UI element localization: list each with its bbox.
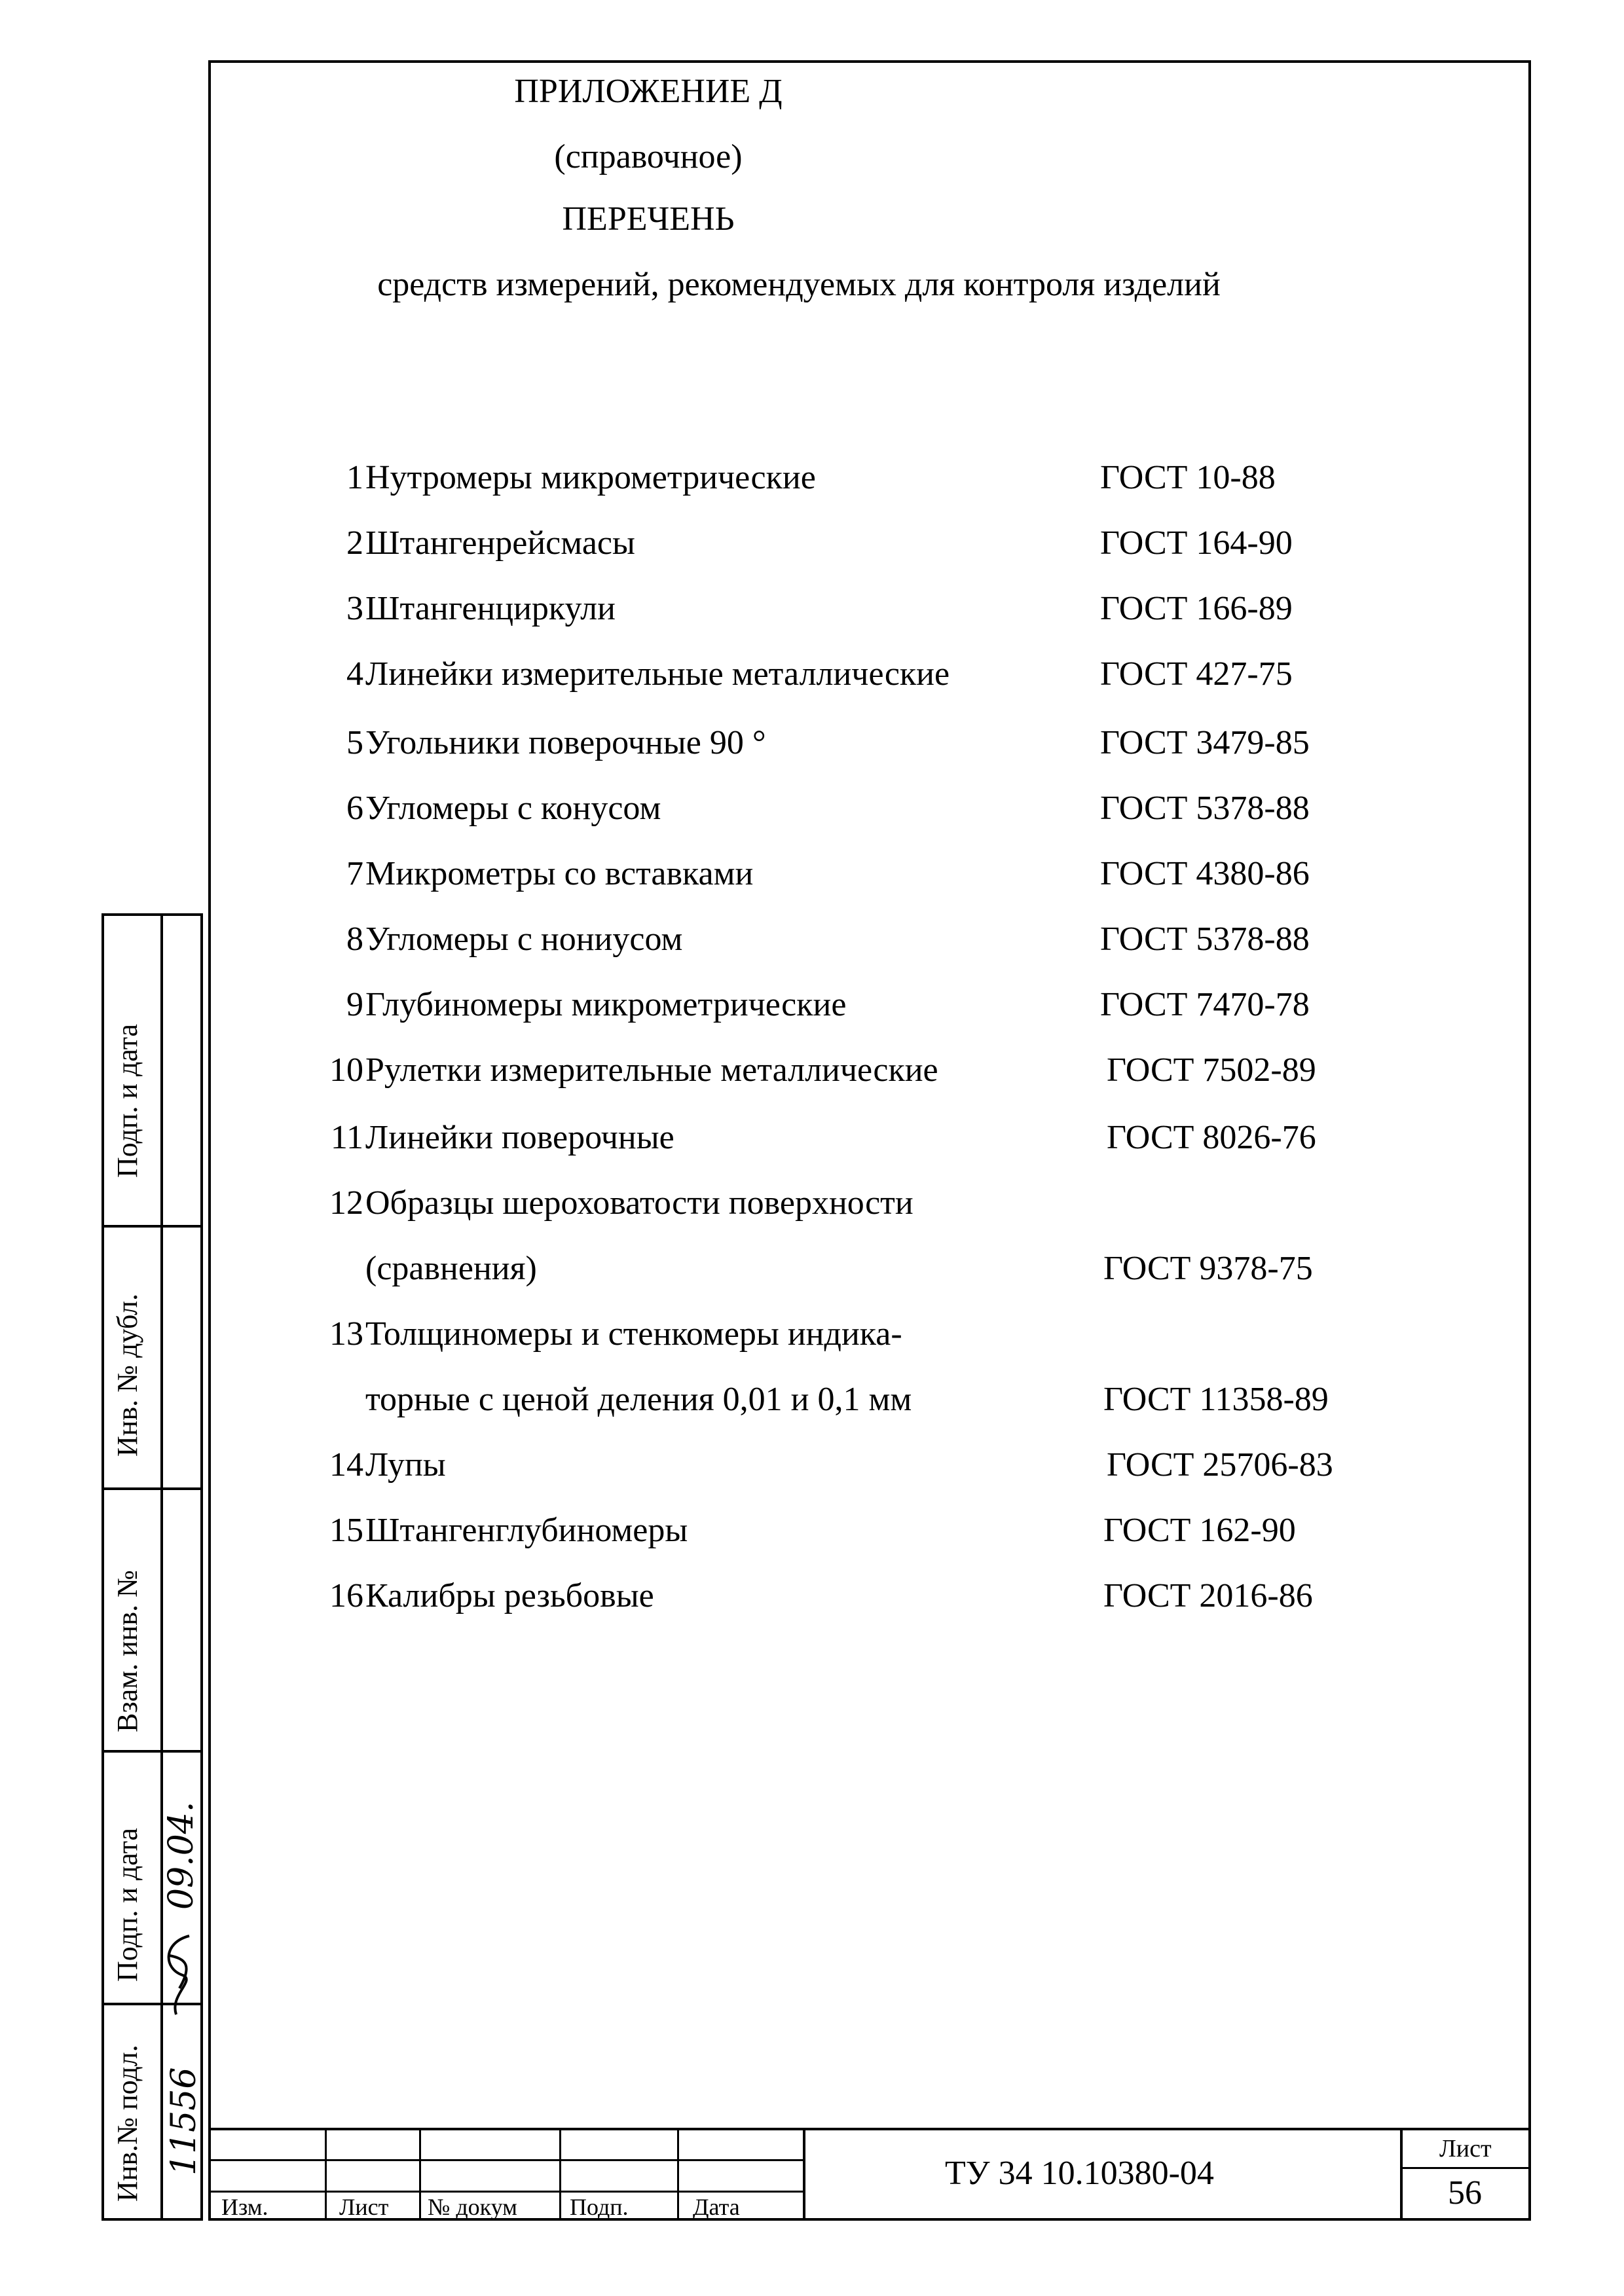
list-item-number: 16 <box>329 1577 363 1614</box>
list-item-number: 10 <box>329 1051 363 1089</box>
list-item-name: Линейки измерительные металлические <box>365 655 950 693</box>
list-item-name: Угломеры с конусом <box>365 790 661 827</box>
list-item-number: 9 <box>346 986 363 1023</box>
list-item-number: 12 <box>329 1184 363 1222</box>
list-item-gost: ГОСТ 8026-76 <box>1107 1119 1316 1156</box>
title-block <box>208 2128 1531 2221</box>
appendix-heading: ПРИЛОЖЕНИЕ Д <box>514 73 783 110</box>
list-item-gost: ГОСТ 7470-78 <box>1100 986 1310 1023</box>
sheet-number: 56 <box>1448 2174 1482 2212</box>
list-item-number: 13 <box>329 1315 363 1353</box>
side-cell-inv-dup <box>101 1225 203 1490</box>
list-item-name-continued: (сравнения) <box>365 1250 537 1287</box>
list-item-gost: ГОСТ 166-89 <box>1100 590 1293 627</box>
list-item-name: Калибры резьбовые <box>365 1577 654 1614</box>
document-code: ТУ 34 10.10380-04 <box>945 2155 1214 2192</box>
handwritten-date: 09.04. <box>162 1801 201 1910</box>
col-list-label: Лист <box>339 2194 389 2220</box>
list-title: ПЕРЕЧЕНЬ <box>562 200 735 238</box>
list-item-gost: ГОСТ 25706-83 <box>1107 1446 1333 1484</box>
list-item-name: Рулетки измерительные металлические <box>365 1051 938 1089</box>
list-item-number: 5 <box>346 724 363 761</box>
list-item-name: Штангенрейсмасы <box>365 524 635 562</box>
list-item-number: 3 <box>346 590 363 627</box>
list-item-name-continued: торные с ценой деления 0,01 и 0,1 мм <box>365 1381 912 1418</box>
list-item-gost: ГОСТ 427-75 <box>1100 655 1293 693</box>
col-doc-label: № докум <box>428 2194 517 2220</box>
side-label-sign-date: Подп. и дата <box>111 1023 143 1178</box>
list-item-name: Глубиномеры микрометрические <box>365 986 847 1023</box>
list-item-name: Микрометры со вставками <box>365 855 754 892</box>
list-item-name: Угломеры с нониусом <box>365 920 683 958</box>
list-item-gost: ГОСТ 10-88 <box>1100 459 1276 496</box>
list-item-number: 4 <box>346 655 363 693</box>
side-label-sign-date-2: Подп. и дата <box>111 1827 143 1982</box>
col-date-label: Дата <box>693 2194 740 2220</box>
list-item-name: Образцы шероховатости поверхности <box>365 1184 913 1222</box>
list-item-name: Толщиномеры и стенкомеры индика- <box>365 1315 902 1353</box>
list-item-number: 8 <box>346 920 363 958</box>
list-item-gost: ГОСТ 162-90 <box>1103 1512 1296 1549</box>
col-sign-label: Подп. <box>570 2194 629 2220</box>
side-label-inv-dup: Инв. № дубл. <box>111 1293 143 1457</box>
list-item-name: Угольники поверочные 90 ° <box>365 724 766 761</box>
list-item-gost: ГОСТ 9378-75 <box>1103 1250 1313 1287</box>
list-item-gost: ГОСТ 7502-89 <box>1107 1051 1316 1089</box>
list-item-name: Штангенциркули <box>365 590 616 627</box>
list-item-name: Линейки поверочные <box>365 1119 674 1156</box>
list-item-gost: ГОСТ 5378-88 <box>1100 920 1310 958</box>
side-cell-replace-inv <box>101 1487 203 1753</box>
list-item-gost: ГОСТ 11358-89 <box>1103 1381 1329 1418</box>
list-item-number: 6 <box>346 790 363 827</box>
list-item-number: 15 <box>329 1512 363 1549</box>
list-item-gost: ГОСТ 5378-88 <box>1100 790 1310 827</box>
side-cell-sign-date-2 <box>101 1750 203 2005</box>
list-item-number: 7 <box>346 855 363 892</box>
list-item-name: Лупы <box>365 1446 446 1484</box>
handwritten-inv-number: 11556 <box>164 2067 204 2176</box>
list-item-number: 11 <box>330 1119 363 1156</box>
list-subtitle: средств измерений, рекомендуемых для контроля изделий <box>377 266 1221 303</box>
side-cell-inv-orig <box>101 2003 203 2221</box>
list-item-gost: ГОСТ 2016-86 <box>1103 1577 1313 1614</box>
list-item-gost: ГОСТ 164-90 <box>1100 524 1293 562</box>
side-label-replace-inv: Взам. инв. № <box>111 1570 143 1732</box>
list-item-number: 14 <box>329 1446 363 1484</box>
list-item-name: Нутромеры микрометрические <box>365 459 816 496</box>
side-label-inv-orig: Инв.№ подл. <box>111 2045 143 2202</box>
col-izm-label: Изм. <box>221 2194 268 2220</box>
appendix-type: (справочное) <box>554 138 743 175</box>
list-item-gost: ГОСТ 4380-86 <box>1100 855 1310 892</box>
list-item-number: 1 <box>346 459 363 496</box>
list-item-number: 2 <box>346 524 363 562</box>
side-cell-sign-date <box>101 913 203 1228</box>
sheet-label: Лист <box>1439 2135 1492 2162</box>
list-item-name: Штангенглубиномеры <box>365 1512 688 1549</box>
list-item-gost: ГОСТ 3479-85 <box>1100 724 1310 761</box>
